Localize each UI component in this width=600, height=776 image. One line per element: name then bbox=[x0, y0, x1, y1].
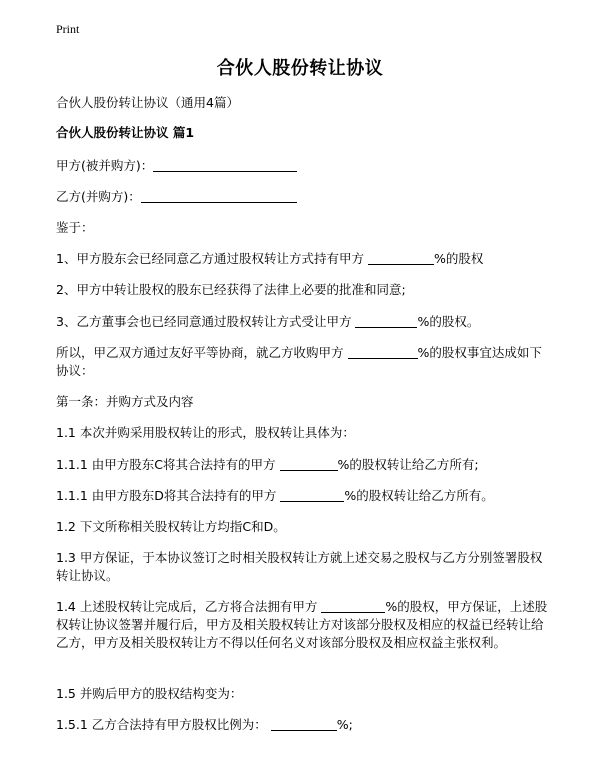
clause-1-5-1 bbox=[56, 716, 548, 734]
whereas-3-blank[interactable] bbox=[355, 314, 417, 328]
party-b-line bbox=[56, 188, 548, 206]
whereas-1-blank[interactable] bbox=[368, 251, 434, 265]
clause-1-5: 1.5 并购后甲方的股权结构变为： bbox=[56, 686, 243, 701]
clause-1-4-text: 1.4 上述股权转让完成后，乙方将合法拥有甲方 bbox=[56, 599, 318, 614]
party-a-line bbox=[56, 157, 548, 175]
clause-1-4-blank[interactable] bbox=[321, 599, 385, 613]
party-a-label: 甲方(被并购方)： bbox=[56, 158, 154, 173]
party-b-blank[interactable] bbox=[141, 189, 297, 203]
section-title: 合伙人股份转让协议 篇1 bbox=[56, 125, 195, 140]
clause-1-1-1-d-text: 1.1.1 由甲方股东D将其合法持有的甲方 bbox=[56, 488, 277, 503]
clause-1-2: 1.2 下文所称相关股权转让方均指C和D。 bbox=[56, 519, 286, 534]
document-subtitle: 合伙人股份转让协议（通用4篇） bbox=[56, 95, 239, 110]
print-link[interactable]: Print bbox=[56, 22, 80, 36]
therefore-suffix: %的股权事宜达成如下协议： bbox=[56, 345, 542, 378]
clause-1-1-1-c-suffix: %的股权转让给乙方所有; bbox=[337, 457, 479, 472]
clause-1-5-1-blank[interactable] bbox=[271, 717, 337, 731]
therefore-paragraph bbox=[56, 344, 548, 380]
whereas-3-suffix: %的股权。 bbox=[417, 314, 480, 329]
whereas-3-text: 3、乙方董事会也已经同意通过股权转让方式受让甲方 bbox=[56, 314, 352, 329]
document-title: 合伙人股份转让协议 bbox=[216, 58, 384, 79]
clause-1-1-1-d bbox=[56, 487, 548, 505]
clause-1-1: 1.1 本次并购采用股权转让的形式，股权转让具体为： bbox=[56, 425, 355, 440]
whereas-1-text: 1、甲方股东会已经同意乙方通过股权转让方式持有甲方 bbox=[56, 251, 364, 266]
clause-1-5-1-suffix: %; bbox=[336, 717, 353, 732]
article-1-heading: 第一条：并购方式及内容 bbox=[56, 394, 194, 409]
whereas-item-2: 2、甲方中转让股权的股东已经获得了法律上必要的批准和同意; bbox=[56, 282, 406, 297]
clause-1-3: 1.3 甲方保证，于本协议签订之时相关股权转让方就上述交易之股权与乙方分别签署股权转让协议。 bbox=[56, 550, 543, 583]
whereas-item-1 bbox=[56, 250, 548, 268]
clause-1-1-1-d-suffix: %的股权转让给乙方所有。 bbox=[344, 488, 494, 503]
clause-1-4-suffix: %的股权，甲方保证，上述股权转让协议签署并履行后，甲方及相关股权转让方对该部分股权及相应的权益已经转让给乙方，甲方及相关股权转让方不得以任何名义对该部分股权及相应权益主张权利。 bbox=[56, 599, 548, 650]
clause-1-5-1-text: 1.5.1 乙方合法持有甲方股权比例为： bbox=[56, 717, 267, 732]
clause-1-1-1-c-text: 1.1.1 由甲方股东C将其合法持有的甲方 bbox=[56, 457, 276, 472]
clause-1-1-1-c-blank[interactable] bbox=[280, 457, 338, 471]
party-a-blank[interactable] bbox=[153, 158, 297, 172]
whereas-heading: 鉴于： bbox=[56, 220, 94, 235]
clause-1-4 bbox=[56, 598, 548, 652]
therefore-blank[interactable] bbox=[348, 345, 418, 359]
clause-1-1-1-d-blank[interactable] bbox=[280, 488, 344, 502]
therefore-text: 所以，甲乙双方通过友好平等协商，就乙方收购甲方 bbox=[56, 345, 344, 360]
whereas-1-suffix: %的股权 bbox=[433, 251, 484, 266]
whereas-item-3 bbox=[56, 313, 548, 331]
party-b-label: 乙方(并购方)： bbox=[56, 189, 141, 204]
clause-1-1-1-c bbox=[56, 456, 548, 474]
